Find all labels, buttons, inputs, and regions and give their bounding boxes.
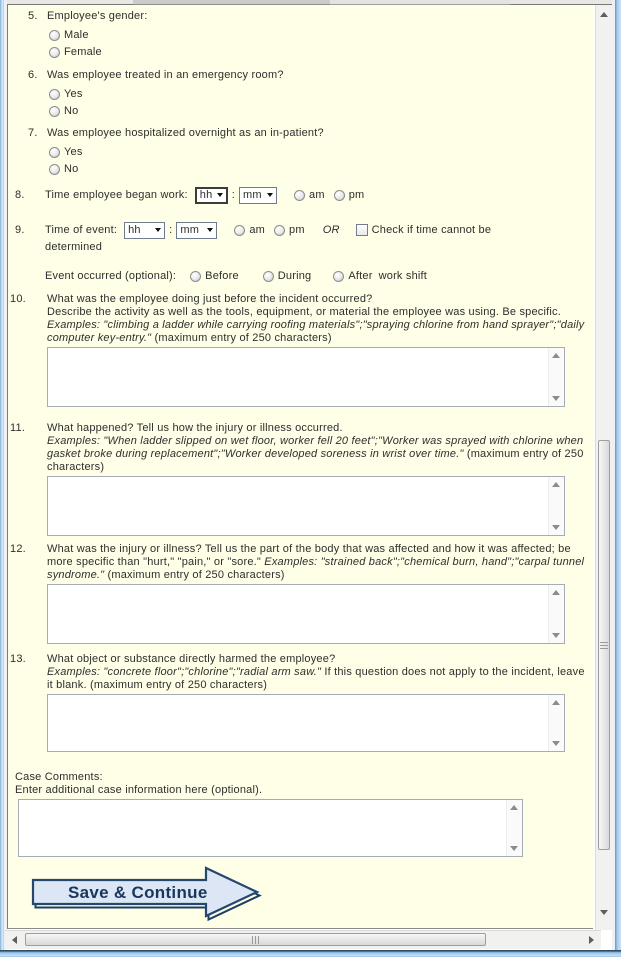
case-comments-textarea-frame xyxy=(18,799,523,857)
question-6 xyxy=(8,69,284,120)
scrollbar-corner xyxy=(601,930,612,949)
chevron-down-icon xyxy=(155,228,161,232)
event-occurred-row xyxy=(8,267,427,285)
save-button-label: Save & Continue xyxy=(68,883,208,902)
select-value: mm xyxy=(243,188,262,201)
hospitalized-yes-radio[interactable] xyxy=(49,147,60,158)
radio-label: During xyxy=(277,269,312,282)
or-text: OR xyxy=(322,223,340,236)
case-comments-section xyxy=(15,771,523,857)
chevron-down-icon xyxy=(217,193,223,197)
q11-answer-textarea[interactable] xyxy=(48,477,564,535)
scroll-up-icon[interactable] xyxy=(600,12,608,17)
scroll-down-icon[interactable] xyxy=(510,846,518,851)
q12-answer-textarea[interactable] xyxy=(48,585,564,643)
question-10 xyxy=(8,293,593,407)
textarea-scrollbar[interactable] xyxy=(506,800,522,856)
question-7 xyxy=(8,127,324,178)
radio-label: Male xyxy=(64,29,89,41)
radio-label: am xyxy=(309,188,325,201)
q10-textarea-frame xyxy=(47,347,565,407)
question-number: 8. xyxy=(15,188,25,201)
radio-label: pm xyxy=(289,223,305,236)
q10-answer-textarea[interactable] xyxy=(48,348,564,406)
textarea-scrollbar[interactable] xyxy=(548,585,564,643)
question-number: 7. xyxy=(28,127,38,139)
question-suffix: (maximum entry of 250 characters) xyxy=(107,569,285,581)
window-frame-bottom xyxy=(0,950,621,957)
question-line1: What was the employee doing just before the incident occurred? xyxy=(47,293,373,305)
event-pm-radio[interactable] xyxy=(274,225,285,236)
textarea-scrollbar[interactable] xyxy=(548,477,564,535)
time-colon: : xyxy=(169,223,173,236)
begin-work-am-radio[interactable] xyxy=(294,190,305,201)
question-suffix: If this question does not apply to the incident, leave it blank. (maximum entry of 250 characters) xyxy=(47,666,585,691)
q11-textarea-frame xyxy=(47,476,565,536)
question-8 xyxy=(8,185,364,205)
select-value: mm xyxy=(180,223,200,236)
question-examples: Examples: "strained back";"chemical burn, hand";"carpal tunnel syndrome." xyxy=(47,556,585,581)
case-comments-title: Case Comments: xyxy=(15,771,103,783)
question-text xyxy=(47,293,593,345)
question-text xyxy=(47,543,593,582)
question-suffix: (maximum entry of 250 characters) xyxy=(154,332,332,344)
radio-label: Yes xyxy=(64,88,83,100)
event-before-radio[interactable] xyxy=(190,271,201,282)
q13-textarea-frame xyxy=(47,694,565,752)
horizontal-scrollbar-thumb[interactable] xyxy=(25,933,486,946)
scroll-down-icon[interactable] xyxy=(552,396,560,401)
question-number: 10. xyxy=(10,293,26,305)
question-number: 5. xyxy=(28,10,38,22)
textarea-scrollbar[interactable] xyxy=(548,695,564,751)
question-examples: Examples: "When ladder slipped on wet floor, worker fell 20 feet";"Worker was sprayed with chlorine when gasket broke during replacement";"Worker developed soreness in wrist over time." xyxy=(47,435,584,460)
case-comments-textarea[interactable] xyxy=(19,800,522,856)
question-line1: What object or substance directly harmed the employee? xyxy=(47,653,336,665)
checkbox-label-line2: determined xyxy=(45,241,103,253)
emergency-room-yes-radio[interactable] xyxy=(49,89,60,100)
event-occurred-label: Event occurred (optional): xyxy=(45,269,177,282)
vertical-scrollbar[interactable] xyxy=(595,5,612,930)
question-label: Was employee hospitalized overnight as an in-patient? xyxy=(47,127,324,139)
question-label: Time of event: xyxy=(45,223,118,236)
scroll-up-icon[interactable] xyxy=(552,590,560,595)
scroll-up-icon[interactable] xyxy=(552,353,560,358)
select-value: hh xyxy=(199,188,213,201)
event-minute-select[interactable] xyxy=(176,222,217,239)
hospitalized-no-radio[interactable] xyxy=(49,164,60,175)
gender-female-radio[interactable] xyxy=(49,47,60,58)
question-body: Describe the activity as well as the tools, equipment, or material the employee was using. Be specific. xyxy=(47,306,561,318)
q13-answer-textarea[interactable] xyxy=(48,695,564,751)
vertical-scrollbar-thumb[interactable] xyxy=(598,440,610,850)
question-examples: Examples: "climbing a ladder while carrying roofing materials";"spraying chlorine from hand sprayer";"daily computer key-entry." xyxy=(47,319,585,344)
radio-label: No xyxy=(64,163,79,175)
radio-label: Female xyxy=(64,46,102,58)
question-label: Employee's gender: xyxy=(47,10,148,22)
scroll-down-icon[interactable] xyxy=(600,910,608,915)
scroll-down-icon[interactable] xyxy=(552,525,560,530)
event-am-radio[interactable] xyxy=(234,225,245,236)
question-number: 11. xyxy=(10,422,26,434)
question-suffix: (maximum entry of 250 characters) xyxy=(47,448,584,473)
checkbox-label: Check if time cannot be xyxy=(371,223,492,236)
event-after-radio[interactable] xyxy=(333,271,344,282)
scroll-down-icon[interactable] xyxy=(552,741,560,746)
question-text xyxy=(47,653,593,692)
gender-male-radio[interactable] xyxy=(49,30,60,41)
incident-report-form xyxy=(7,5,593,929)
event-during-radio[interactable] xyxy=(263,271,274,282)
time-cannot-be-determined-checkbox[interactable] xyxy=(356,224,368,236)
question-label: Was employee treated in an emergency room? xyxy=(47,69,284,81)
question-text xyxy=(47,422,593,474)
radio-label: After xyxy=(348,269,373,282)
begin-work-hour-select[interactable] xyxy=(195,187,228,204)
emergency-room-no-radio[interactable] xyxy=(49,106,60,117)
question-12 xyxy=(8,543,593,644)
question-number: 9. xyxy=(15,223,25,236)
q12-textarea-frame xyxy=(47,584,565,644)
save-and-continue-button[interactable] xyxy=(30,866,266,922)
time-colon: : xyxy=(231,188,236,201)
textarea-scrollbar[interactable] xyxy=(548,348,564,406)
radio-label: Yes xyxy=(64,146,83,158)
scroll-up-icon[interactable] xyxy=(552,700,560,705)
question-11 xyxy=(8,422,593,536)
radio-label: am xyxy=(249,223,266,236)
chevron-down-icon xyxy=(207,228,213,232)
window-frame-right xyxy=(615,0,621,957)
question-13 xyxy=(8,653,593,752)
scroll-up-icon[interactable] xyxy=(552,482,560,487)
case-comments-subtitle: Enter additional case information here (optional). xyxy=(15,784,263,796)
begin-work-minute-select[interactable] xyxy=(239,187,277,204)
question-number: 13. xyxy=(10,653,26,665)
question-line1: What happened? Tell us how the injury or illness occurred. xyxy=(47,422,343,434)
question-number: 6. xyxy=(28,69,38,81)
scroll-right-icon[interactable] xyxy=(589,936,594,944)
radio-label: pm xyxy=(348,188,365,201)
begin-work-pm-radio[interactable] xyxy=(334,190,345,201)
question-number: 12. xyxy=(10,543,26,555)
radio-label: No xyxy=(64,105,79,117)
scroll-up-icon[interactable] xyxy=(510,805,518,810)
question-5 xyxy=(8,10,147,61)
select-value: hh xyxy=(128,223,141,236)
radio-label: Before xyxy=(205,269,239,282)
question-examples: Examples: "concrete floor";"chlorine";"radial arm saw." xyxy=(47,666,325,678)
scroll-down-icon[interactable] xyxy=(552,633,560,638)
horizontal-scrollbar[interactable] xyxy=(5,930,601,949)
work-shift-text: work shift xyxy=(378,269,428,282)
question-9 xyxy=(8,220,491,240)
question-label: Time employee began work: xyxy=(45,188,188,201)
event-hour-select[interactable] xyxy=(124,222,165,239)
scroll-left-icon[interactable] xyxy=(12,936,17,944)
chevron-down-icon xyxy=(267,193,273,197)
question-body: What was the injury or illness? Tell us the part of the body that was affected and how it was affected; be more specific than "hurt," "pain," or "sore." xyxy=(47,543,571,568)
